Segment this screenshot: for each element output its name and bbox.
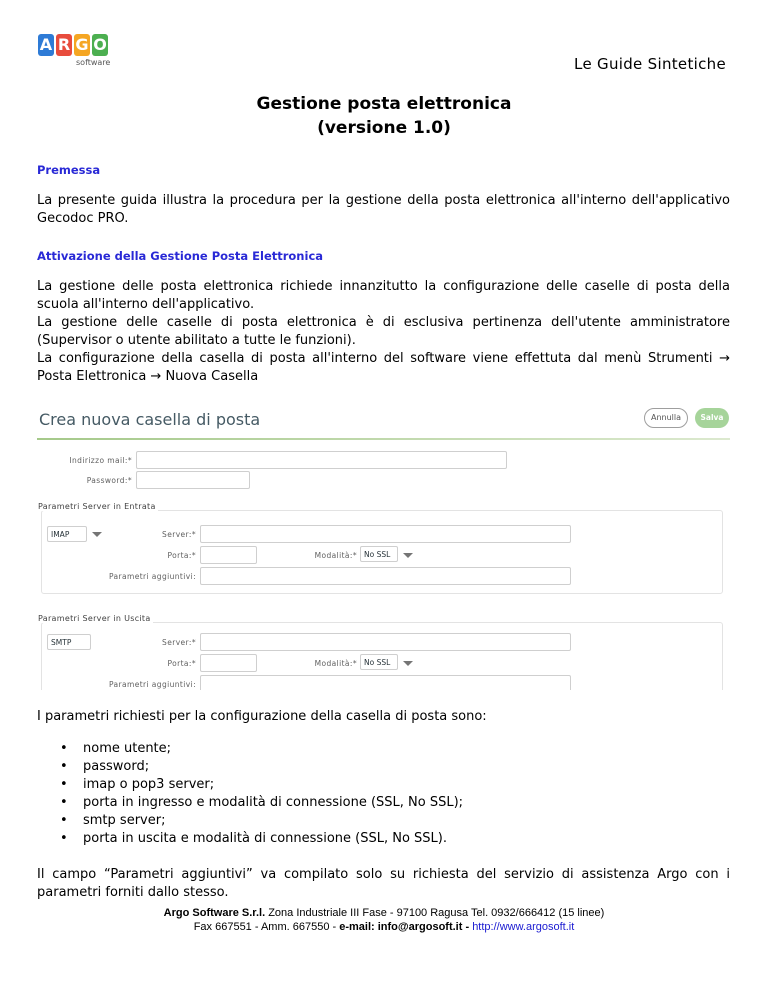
porta-entrata-input[interactable]	[200, 546, 257, 564]
params-note: Il campo “Parametri aggiuntivi” va compilato solo su richiesta del servizio di assistenza Argo con i parametri forniti dallo stesso.	[37, 867, 730, 900]
logo-letter: G	[75, 35, 89, 54]
title-line-2: (versione 1.0)	[317, 118, 451, 138]
aggiuntivi-uscita-label: Parametri aggiuntivi:	[108, 680, 196, 689]
server-entrata-label: Server:*	[162, 530, 196, 539]
indirizzo-mail-input[interactable]	[136, 451, 507, 469]
server-uscita-input[interactable]	[200, 633, 571, 651]
heading-premessa: Premessa	[37, 163, 101, 177]
legend-uscita: Parametri Server in Uscita	[38, 614, 151, 623]
paragraph-attivazione-3: La configurazione della casella di posta all'interno del software viene effettuta dal menù Strumenti → Posta Elettronica → Nuova Casella	[37, 351, 730, 384]
modalita-entrata-select[interactable]: No SSL	[360, 546, 398, 562]
list-item: • porta in uscita e modalità di connessione (SSL, No SSL).	[60, 830, 463, 848]
modalita-entrata-label: Modalità:*	[314, 551, 357, 560]
list-item: • imap o pop3 server;	[60, 776, 463, 794]
list-item: • smtp server;	[60, 812, 463, 830]
chevron-down-icon[interactable]	[403, 661, 413, 666]
paragraph-premessa: La presente guida illustra la procedura per la gestione della posta elettronica all'interno dell'applicativo Gecodoc PRO.	[37, 193, 730, 226]
form-title-rule	[37, 438, 730, 440]
legend-entrata: Parametri Server in Entrata	[38, 502, 156, 511]
protocol-uscita-select[interactable]: SMTP	[47, 634, 91, 650]
porta-entrata-label: Porta:*	[167, 551, 196, 560]
footer	[0, 906, 768, 934]
aggiuntivi-entrata-input[interactable]	[200, 567, 571, 585]
title-line-1: Gestione posta elettronica	[256, 94, 512, 114]
server-uscita-label: Server:*	[162, 638, 196, 647]
guide-series-label: Le Guide Sintetiche	[574, 55, 726, 73]
password-label: Password:*	[86, 476, 132, 485]
heading-attivazione: Attivazione della Gestione Posta Elettronica	[37, 249, 324, 263]
document-title	[0, 92, 768, 140]
params-list	[60, 740, 463, 848]
chevron-down-icon[interactable]	[403, 553, 413, 558]
annulla-button[interactable]: Annulla	[644, 408, 688, 428]
logo-letter: O	[93, 35, 107, 54]
porta-uscita-input[interactable]	[200, 654, 257, 672]
argo-logo	[38, 34, 110, 74]
footer-email[interactable]: e-mail: info@argosoft.it -	[339, 921, 473, 933]
footer-company: Argo Software S.r.l.	[163, 907, 266, 919]
aggiuntivi-entrata-label: Parametri aggiuntivi:	[108, 572, 196, 581]
porta-uscita-label: Porta:*	[167, 659, 196, 668]
params-intro: I parametri richiesti per la configurazione della casella di posta sono:	[37, 709, 487, 724]
protocol-entrata-select[interactable]: IMAP	[47, 526, 87, 542]
list-item: • password;	[60, 758, 463, 776]
list-item: • porta in ingresso e modalità di connessione (SSL, No SSL);	[60, 794, 463, 812]
indirizzo-mail-label: Indirizzo mail:*	[69, 456, 132, 465]
logo-subtitle: software	[76, 58, 111, 67]
aggiuntivi-uscita-input[interactable]	[200, 675, 571, 690]
form-screenshot	[37, 398, 730, 690]
paragraph-attivazione-2: La gestione delle caselle di posta elettronica è di esclusiva pertinenza dell'utente amministratore (Supervisor o utente abilitato a tutte le funzioni).	[37, 315, 730, 348]
paragraph-attivazione-1: La gestione delle posta elettronica richiede innanzitutto la configurazione delle caselle di posta della scuola all'interno dell'applicativo.	[37, 279, 730, 312]
logo-letter: R	[57, 35, 71, 54]
footer-address: Zona Industriale III Fase - 97100 Ragusa Tel. 0932/666412 (15 linee)	[265, 907, 605, 919]
modalita-uscita-label: Modalità:*	[314, 659, 357, 668]
logo-letter: A	[39, 35, 53, 54]
server-entrata-input[interactable]	[200, 525, 571, 543]
password-input[interactable]	[136, 471, 250, 489]
footer-fax: Fax 667551 - Amm. 667550 -	[193, 921, 340, 933]
footer-website-link[interactable]: http://www.argosoft.it	[472, 921, 575, 933]
form-title: Crea nuova casella di posta	[39, 410, 261, 429]
list-item: • nome utente;	[60, 740, 463, 758]
chevron-down-icon[interactable]	[92, 532, 102, 537]
modalita-uscita-select[interactable]: No SSL	[360, 654, 398, 670]
salva-button[interactable]: Salva	[695, 408, 729, 428]
